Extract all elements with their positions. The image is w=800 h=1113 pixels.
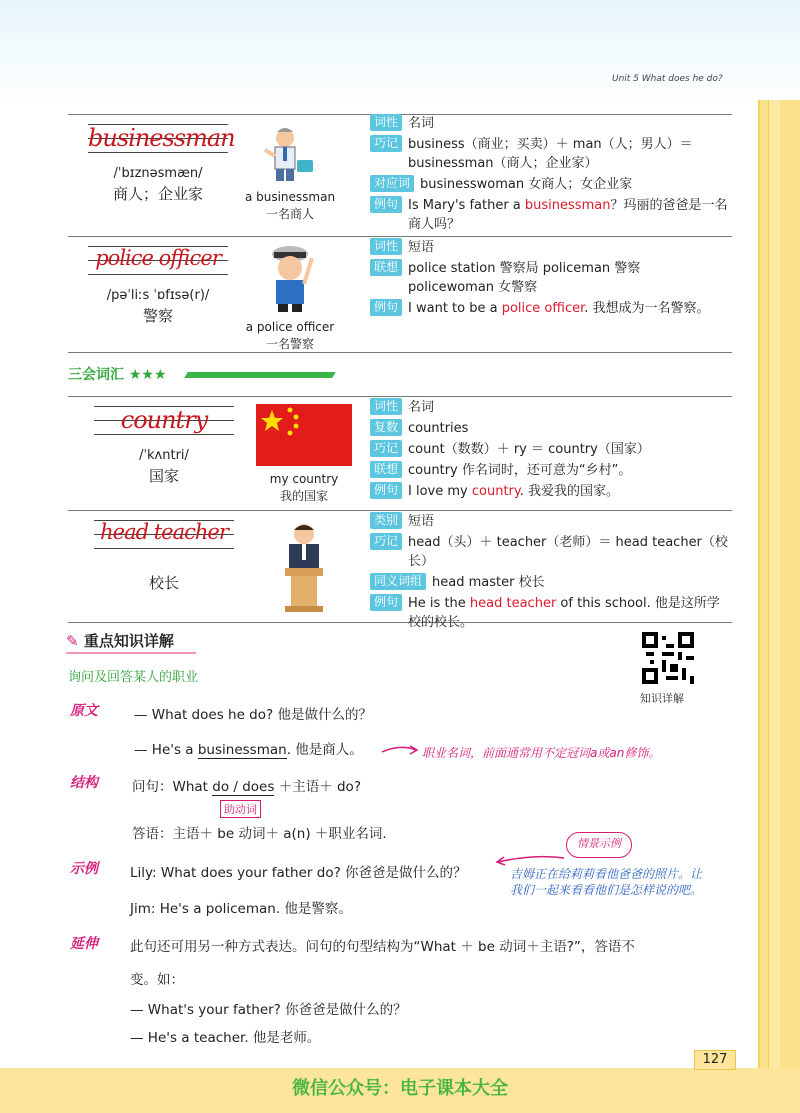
tag-label: 巧记 (370, 440, 402, 457)
china-flag-illustration (256, 404, 352, 466)
sub-title: 询问及回答某人的职业 (68, 670, 199, 685)
info-text: 名词 (408, 116, 435, 131)
picture-caption-en: a businessman (244, 190, 336, 204)
example-sentence (408, 482, 619, 501)
info-text: 名词 (408, 400, 435, 415)
label-yanshen: 延伸 (70, 936, 98, 952)
tag-label: 同义词组 (370, 573, 426, 590)
jiegou-pre: 问句：What (132, 779, 213, 795)
row-divider (68, 236, 732, 237)
word-meaning: 校长 (148, 574, 179, 592)
vocab-info-businessman (370, 114, 730, 236)
shili-line-1: Lily: What does your father do? 你爸爸是做什么的？ (130, 865, 467, 881)
key-title-text: 重点知识详解 (83, 632, 174, 650)
jiegou-line-1 (132, 775, 361, 795)
pencil-icon: ✎ (66, 632, 79, 650)
tag-label: 词性 (370, 398, 402, 415)
qr-code-icon[interactable] (642, 632, 694, 684)
info-text: 短语 (408, 240, 435, 255)
phonetic: /ˈbɪznəsmæn/ (113, 166, 203, 181)
example-post: of this school. 他是这所学校的校长。 (408, 596, 720, 630)
example-highlight: head teacher (469, 596, 557, 611)
example-pre: Is Mary's father a (408, 198, 525, 213)
word-script: businessman (88, 124, 235, 152)
phonetic: /ˈkʌntri/ (139, 448, 189, 463)
auxiliary-verb-label: 助动词 (220, 800, 261, 818)
tag-label: 巧记 (370, 533, 402, 550)
vocab-info-police-officer (370, 238, 730, 320)
info-text: business（商业；买卖）＋ man（人；男人）＝ businessman（商人；企业家） (408, 137, 693, 171)
vocab-word-country (94, 400, 234, 486)
example-highlight: businessman (524, 198, 611, 213)
key-knowledge-title (66, 630, 174, 651)
yuanwen-line-1: — What does he do? 他是做什么的？ (134, 707, 372, 723)
yuanwen-underlined: businessman (197, 742, 287, 758)
tag-label: 对应词 (370, 175, 414, 192)
footer-watermark: 微信公众号：电子课本大全 (292, 1078, 508, 1099)
tag-label: 例句 (370, 482, 402, 499)
arrow-icon (494, 852, 568, 866)
handwritten-note-job: 职业名词，前面通常用不定冠词a或an修饰。 (422, 746, 661, 760)
label-jiegou: 结构 (70, 775, 98, 791)
picture-caption-cn: 一名警察 (265, 337, 314, 351)
jiegou-post: ＋主语＋ do? (274, 779, 361, 795)
yanshen-line-3: — What's your father? 你爸爸是做什么的？ (130, 1002, 407, 1018)
row-divider (68, 510, 732, 511)
row-divider (68, 352, 732, 353)
info-text: police station 警察局 policeman 警察 policewoman 女警察 (408, 261, 641, 295)
info-text: 短语 (408, 514, 435, 529)
info-text: head master 校长 (432, 575, 545, 590)
title-underline (66, 652, 196, 654)
book-page-edge (758, 100, 800, 1113)
label-yuanwen: 原文 (70, 703, 98, 719)
example-pre: He is the (408, 596, 470, 611)
info-text: countries (408, 421, 469, 436)
tag-label: 例句 (370, 594, 402, 611)
example-sentence (408, 196, 730, 234)
scene-bubble: 情景示例 (566, 832, 632, 858)
head-teacher-illustration (269, 522, 339, 614)
info-text: businesswoman 女商人；女企业家 (420, 177, 633, 192)
example-post: . 我想成为一名警察。 (584, 301, 710, 316)
label-shili: 示例 (70, 861, 98, 877)
picture-caption-en: my country (269, 472, 339, 486)
yuanwen-post: . 他是商人。 (286, 742, 363, 758)
tag-label: 联想 (370, 259, 402, 276)
word-script: head teacher (100, 520, 228, 544)
row-divider (68, 396, 732, 397)
example-sentence (408, 299, 710, 318)
word-meaning: 商人；企业家 (112, 185, 203, 203)
example-post: ？玛丽的爸爸是一名商人吗？ (408, 198, 728, 232)
police-illustration (260, 244, 320, 314)
businessman-picture (230, 126, 350, 223)
tag-label: 词性 (370, 238, 402, 255)
tag-label: 词性 (370, 114, 402, 131)
unit-header: Unit 5 What does he do? (612, 74, 723, 84)
picture-caption-en: a police officer (245, 320, 335, 334)
businessman-illustration (255, 126, 325, 184)
yuanwen-pre: — He's a (134, 742, 198, 758)
tag-label: 巧记 (370, 135, 402, 152)
example-pre: I want to be a (408, 301, 502, 316)
police-picture (230, 244, 350, 353)
example-sentence (408, 594, 730, 632)
word-meaning: 警察 (142, 307, 173, 325)
jiegou-underlined: do / does (212, 779, 275, 795)
tag-label: 例句 (370, 299, 402, 316)
example-highlight: police officer (501, 301, 585, 316)
picture-caption-cn: 一名商人 (265, 207, 314, 221)
tag-label: 联想 (370, 461, 402, 478)
page-top-gradient (0, 0, 800, 110)
tag-label: 复数 (370, 419, 402, 436)
page-number: 127 (694, 1050, 736, 1070)
section-bar (184, 372, 335, 378)
vocab-word-head-teacher (94, 514, 234, 593)
handwritten-scene-note: 吉姆正在给莉莉看他爸爸的照片。让我们一起来看看他们是怎样说的吧。 (510, 867, 703, 897)
jiegou-line-2: 答语：主语＋ be 动词＋ a(n) ＋职业名词. (132, 826, 387, 842)
vocab-word-police-officer (88, 240, 228, 326)
yuanwen-line-2 (134, 738, 363, 758)
picture-caption-cn: 我的国家 (279, 489, 328, 503)
phonetic: /pəˈliːs ˈɒfɪsə(r)/ (106, 288, 210, 303)
head-teacher-picture (264, 522, 344, 619)
qr-label: 知识详解 (640, 692, 684, 705)
yanshen-line-2: 变。如： (130, 972, 184, 988)
vocab-info-head-teacher (370, 512, 730, 634)
example-pre: I love my (408, 484, 472, 499)
info-text: country 作名词时，还可意为“乡村”。 (408, 463, 632, 478)
arrow-icon (380, 742, 420, 756)
vocab-word-businessman (88, 118, 235, 204)
tag-label: 例句 (370, 196, 402, 213)
vocab-info-country (370, 398, 730, 503)
yanshen-line-4: — He's a teacher. 他是老师。 (130, 1030, 321, 1046)
country-picture (254, 404, 354, 505)
word-script: country (120, 406, 208, 434)
tag-label: 类别 (370, 512, 402, 529)
section-level-three: 三会词汇 ★★★ (68, 367, 167, 383)
yanshen-line-1: 此句还可用另一种方式表达。问句的句型结构为“What ＋ be 动词＋主语?”，答语不 (130, 939, 635, 955)
word-script: police officer (95, 246, 221, 270)
example-post: . 我爱我的国家。 (519, 484, 620, 499)
shili-line-2: Jim: He's a policeman. 他是警察。 (130, 901, 352, 917)
info-text: head（头）＋ teacher（老师）＝ head teacher（校长） (408, 535, 728, 569)
example-highlight: country (471, 484, 520, 499)
info-text: count（数数）＋ ry ＝ country（国家） (408, 442, 650, 457)
word-meaning: 国家 (148, 467, 179, 485)
